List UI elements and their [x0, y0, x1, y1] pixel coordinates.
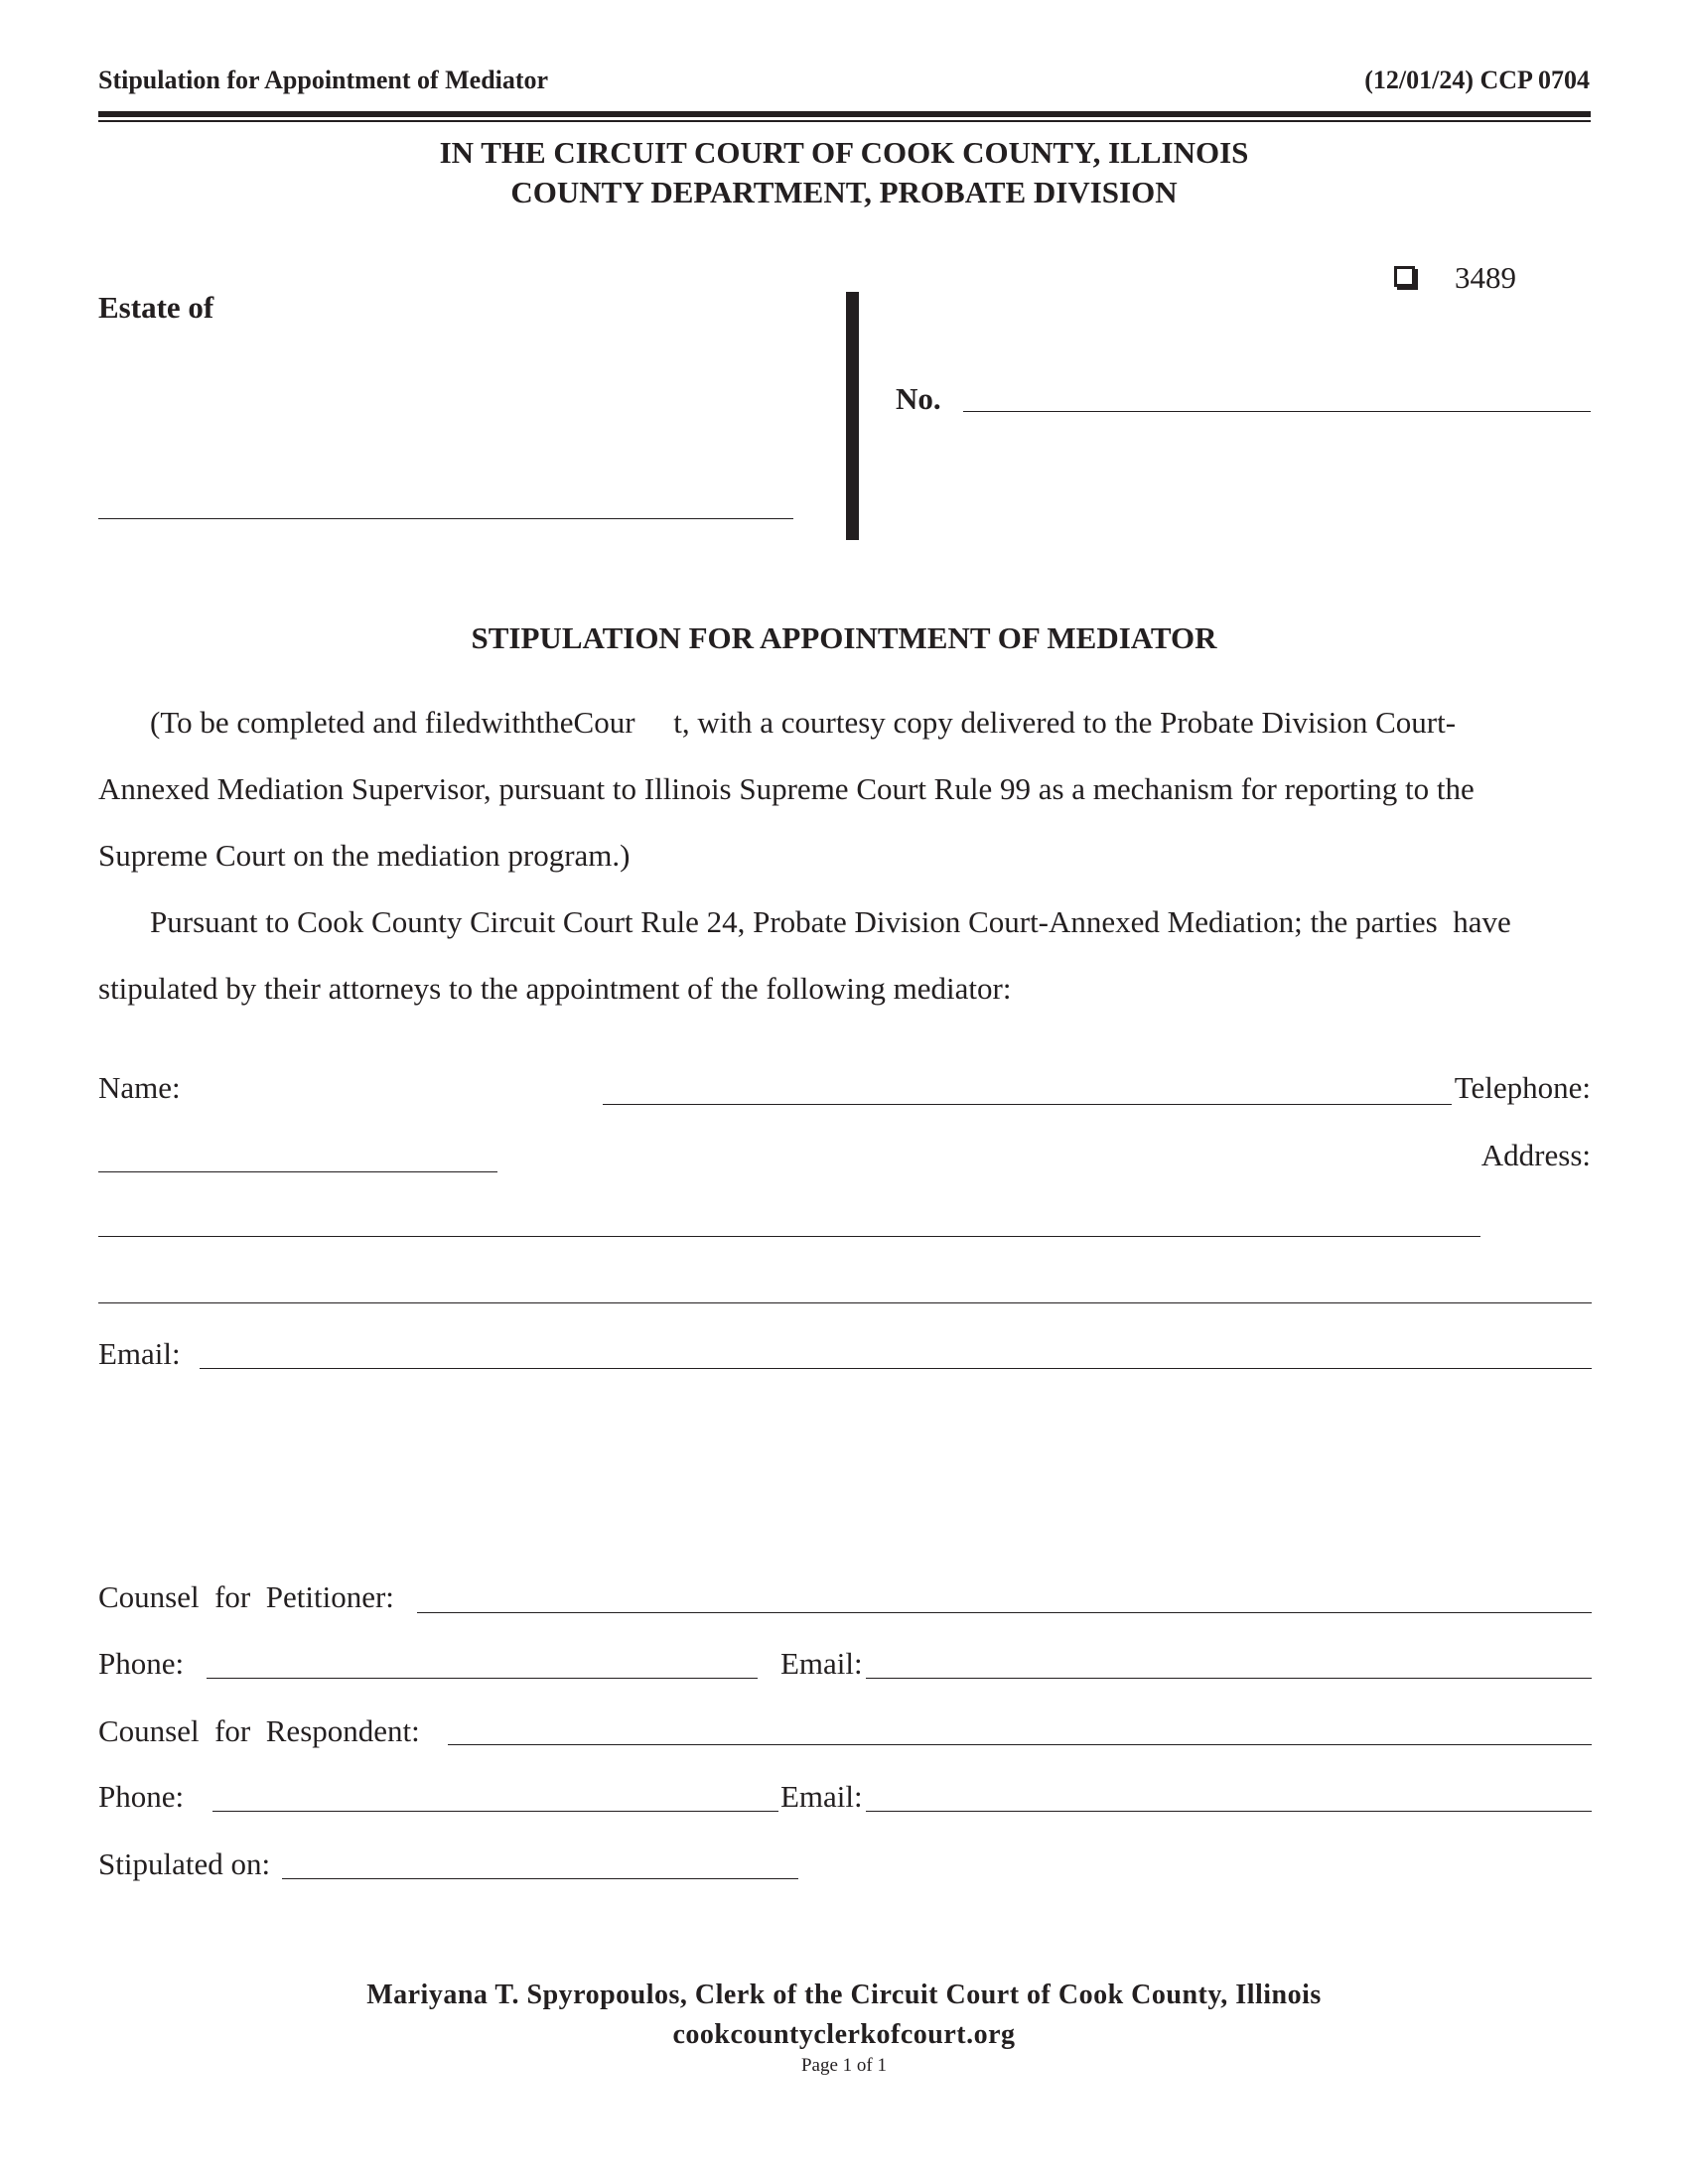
page-number: Page 1 of 1 — [800, 2055, 887, 2076]
petitioner-phone-label: Phone: — [98, 1646, 185, 1681]
respondent-email-label: Email: — [780, 1779, 863, 1814]
counsel-petitioner-field[interactable] — [417, 1612, 1592, 1613]
petitioner-email-field[interactable] — [866, 1678, 1592, 1679]
clerk-name: Mariyana T. Spyropoulos, Clerk of the Circuit Court of Cook County, Illinois — [366, 1979, 1322, 2010]
form-title: Stipulation for Appointment of Mediator — [98, 66, 549, 94]
respondent-phone-label: Phone: — [98, 1779, 185, 1814]
counsel-respondent-field[interactable] — [448, 1744, 1592, 1745]
court-division: COUNTY DEPARTMENT, PROBATE DIVISION — [510, 175, 1178, 209]
stipulated-on-field[interactable] — [282, 1878, 798, 1879]
stipulated-on-label: Stipulated on: — [98, 1846, 271, 1881]
caption-divider — [846, 292, 859, 540]
rule-line-2: stipulated by their attorneys to the appointment of the following mediator: — [98, 971, 1012, 1006]
document-title: STIPULATION FOR APPOINTMENT OF MEDIATOR — [471, 620, 1217, 655]
court-name: IN THE CIRCUIT COURT OF COOK COUNTY, ILLINOIS — [439, 135, 1249, 170]
instructions-line-1: (To be completed and filedwiththeCour t, with a courtesy copy delivered to the Probate Division Court- — [150, 705, 1457, 740]
estate-of-label: Estate of — [98, 290, 214, 325]
mediator-address-label: Address: — [1480, 1138, 1591, 1172]
instructions-line-2: Annexed Mediation Supervisor, pursuant to Illinois Supreme Court Rule 99 as a mechanism for reporting to the — [98, 771, 1475, 806]
estate-name-field[interactable] — [98, 518, 793, 519]
header-rule-thin — [98, 120, 1591, 122]
respondent-email-field[interactable] — [866, 1811, 1592, 1812]
instructions-line-3: Supreme Court on the mediation program.) — [98, 838, 631, 873]
mediator-address-field-2[interactable] — [98, 1302, 1592, 1303]
case-number-field[interactable] — [963, 411, 1591, 412]
rule-line-1: Pursuant to Cook County Circuit Court Rule 24, Probate Division Court-Annexed Mediation; the parties have — [150, 904, 1511, 939]
mediator-telephone-field[interactable] — [98, 1171, 497, 1172]
mediator-address-field-1[interactable] — [98, 1236, 1480, 1237]
form-code: (12/01/24) CCP 0704 — [1364, 66, 1590, 94]
mediator-email-field[interactable] — [200, 1368, 1592, 1369]
form-3489-checkbox[interactable] — [1394, 266, 1415, 287]
checkbox-code: 3489 — [1455, 260, 1516, 295]
mediator-name-field[interactable] — [603, 1104, 1452, 1105]
petitioner-phone-field[interactable] — [207, 1678, 758, 1679]
respondent-phone-field[interactable] — [212, 1811, 778, 1812]
counsel-respondent-label: Counsel for Respondent: — [98, 1713, 420, 1748]
mediator-email-label: Email: — [98, 1336, 181, 1371]
case-number-label: No. — [896, 381, 941, 416]
mediator-name-label: Name: — [98, 1070, 181, 1105]
header-rule-thick — [98, 111, 1591, 117]
clerk-website[interactable]: cookcountyclerkofcourt.org — [672, 2019, 1016, 2050]
petitioner-email-label: Email: — [780, 1646, 863, 1681]
counsel-petitioner-label: Counsel for Petitioner: — [98, 1579, 394, 1614]
mediator-telephone-label: Telephone: — [1454, 1070, 1591, 1105]
